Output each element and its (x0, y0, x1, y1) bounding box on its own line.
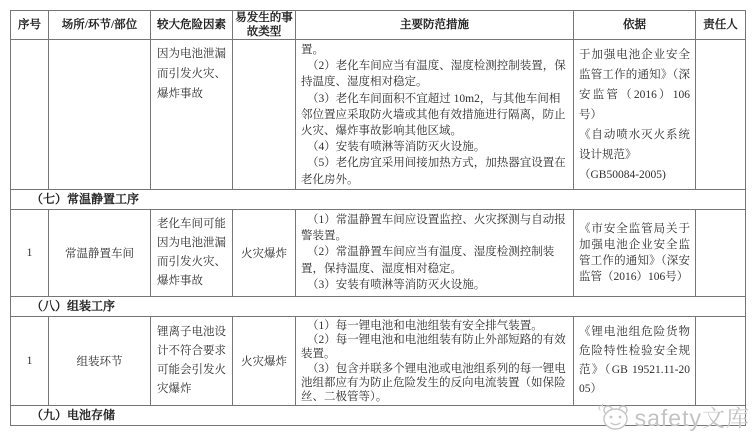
measure-item: （4）安装有喷淋等消防灭火设施。 (307, 141, 486, 154)
measure-item: （1）常温静置车间应设置监控、火灾探测与自动报警装置。 (301, 214, 566, 243)
basis-item: 《锂电池组危险货物危险特性检验安全规范》（GB 19521.11-2005） (579, 326, 690, 396)
measure-item: （3）包含并联多个锂电池或电池组系列的每一锂电池组都应有为防止危险发生的反向电流装置（如保险丝、二极管等）。 (301, 362, 566, 404)
hazard-prevention-table (10, 10, 746, 426)
basis-item: （GB50084-2005) (579, 169, 666, 181)
measure-item: 置。 (301, 44, 324, 56)
basis-item: 《自动喷水灭火系统设计规范》 (579, 129, 690, 161)
header-row (11, 11, 746, 40)
cell-basis (574, 317, 696, 406)
col-header-basis: 依据 (574, 11, 696, 40)
col-header-responsible: 责任人 (696, 11, 746, 40)
measure-item: （3）安装有喷淋等消防灭火设施。 (307, 278, 486, 291)
col-header-measures: 主要防范措施 (296, 11, 574, 40)
col-header-hazard: 较大危险因素 (151, 11, 233, 40)
cell-place: 组装环节 (49, 317, 151, 406)
section-title: （七）常温静置工序 (11, 190, 746, 210)
cell-measures (296, 40, 574, 190)
measure-item: （2）常温静置车间应当有温度、湿度检测控制装置，保持温度、湿度相对稳定。 (301, 246, 555, 275)
cell-hazard: 老化车间可能因为电池泄漏而引发火灾、爆炸事故 (151, 210, 233, 297)
cell-accident-type: 火灾爆炸 (233, 317, 296, 406)
cell-place (49, 40, 151, 190)
measure-item: （3）老化车间面积不宜超过 10m2，与其他车间相邻位置应采取防火墙或其他有效措施进行隔离，防止火灾、爆炸事故影响其他区域。 (301, 92, 566, 138)
col-header-seq: 序号 (11, 11, 49, 40)
table-row-continuation (11, 40, 746, 190)
watermark-label: safety文库 (634, 405, 750, 431)
cell-responsible (696, 40, 746, 190)
panda-face-icon (597, 402, 633, 432)
cell-basis (574, 40, 696, 190)
measure-item: （2）老化车间应当有温度、湿度检测控制装置，保持温度、湿度相对稳定。 (301, 60, 566, 89)
section-row-7 (11, 190, 746, 210)
cell-basis (574, 210, 696, 297)
col-header-accident-type: 易发生的事故类型 (233, 11, 296, 40)
cell-accident-type (233, 40, 296, 190)
cell-seq (11, 40, 49, 190)
col-header-place: 场所/环节/部位 (49, 11, 151, 40)
measure-item: （1）每一锂电池和电池组装有安全排气装置。 (307, 320, 543, 332)
section-row-8 (11, 297, 746, 317)
cell-hazard: 因为电池泄漏而引发火灾、爆炸事故 (151, 40, 233, 190)
table-row-assembly (11, 317, 746, 406)
section-title: （九）电池存储 (11, 406, 746, 426)
measure-item: （2）每一锂电池和电池组装有防止外部短路的有效装置。 (301, 334, 566, 361)
basis-item: 《市安全监管局关于加强电池企业安全监管工作的通知》（深安监管（2016）106号） (579, 222, 690, 284)
basis-item: 于加强电池企业安全监管工作的通知》（深安监管（2016）106号） (579, 49, 690, 121)
watermark (597, 400, 750, 433)
cell-seq: 1 (11, 317, 49, 406)
cell-measures (296, 317, 574, 406)
measure-item: （5）老化房宜采用间接加热方式，加热器宜设置在老化房外。 (301, 157, 566, 186)
cell-place: 常温静置车间 (49, 210, 151, 297)
cell-responsible (696, 317, 746, 406)
cell-seq: 1 (11, 210, 49, 297)
section-title: （八）组装工序 (11, 297, 746, 317)
cell-responsible (696, 210, 746, 297)
cell-hazard: 锂离子电池设计不符合要求可能会引发火灾爆炸 (151, 317, 233, 406)
table-row-static-aging (11, 210, 746, 297)
cell-measures (296, 210, 574, 297)
cell-accident-type: 火灾爆炸 (233, 210, 296, 297)
